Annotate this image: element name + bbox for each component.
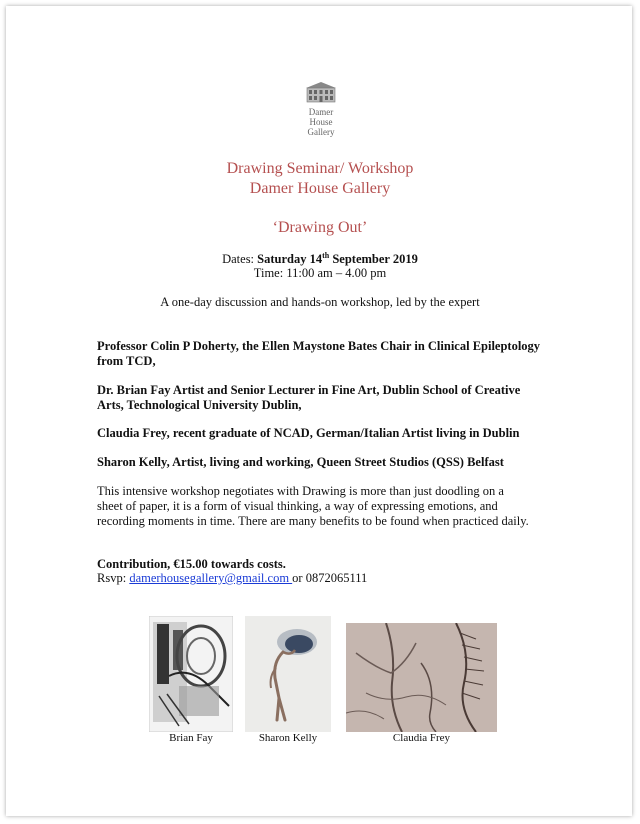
artwork-sharon-kelly — [245, 616, 331, 732]
artwork-claudia-frey — [346, 623, 497, 732]
rsvp-line — [97, 571, 547, 586]
dates-day: Saturday 14th September 2019 — [257, 251, 418, 267]
workshop-description: This intensive workshop negotiates with Drawing is more than just doodling on a sheet of paper, it is a form of visual thinking, a way of expressing emotions, and recording moments in time. There are many benefits to be found when practiced daily. — [97, 484, 529, 528]
caption-claudia-frey: Claudia Frey — [392, 732, 451, 744]
event-name: ‘Drawing Out’ — [272, 219, 368, 236]
title-line-2: Damer House Gallery — [249, 180, 391, 197]
time-line: Time: 11:00 am – 4.00 pm — [253, 266, 387, 280]
logo-text-line: Damer — [308, 107, 334, 117]
title-line-1: Drawing Seminar/ Workshop — [226, 160, 414, 177]
email-link[interactable]: damerhousegallery@gmail.com — [129, 571, 293, 585]
gallery-logo — [303, 80, 339, 137]
contribution-text: Contribution, €15.00 towards costs. — [97, 557, 286, 571]
gallery-building-icon — [304, 80, 338, 104]
logo-text-line: House — [309, 117, 333, 127]
dates-line — [0, 251, 640, 267]
speaker-brian-fay: Dr. Brian Fay Artist and Senior Lecturer in Fine Art, Dublin School of Creative Arts, Technological University Dublin, — [97, 383, 521, 412]
logo-text-line: Gallery — [307, 127, 335, 137]
intro-text: A one-day discussion and hands-on workshop, led by the expert — [160, 295, 480, 309]
speaker-colin-doherty: Professor Colin P Doherty, the Ellen Maystone Bates Chair in Clinical Epileptology from TCD, — [97, 339, 541, 368]
rsvp-phone: or 0872065111 — [292, 571, 368, 585]
artwork-brian-fay — [149, 616, 233, 732]
speaker-claudia-frey: Claudia Frey, recent graduate of NCAD, German/Italian Artist living in Dublin — [97, 426, 520, 440]
dates-label: Dates: — [222, 252, 255, 267]
caption-brian-fay: Brian Fay — [169, 732, 213, 744]
caption-sharon-kelly: Sharon Kelly — [258, 732, 318, 744]
speaker-sharon-kelly: Sharon Kelly, Artist, living and working, Queen Street Studios (QSS) Belfast — [97, 455, 504, 469]
rsvp-label: Rsvp: — [97, 571, 130, 585]
